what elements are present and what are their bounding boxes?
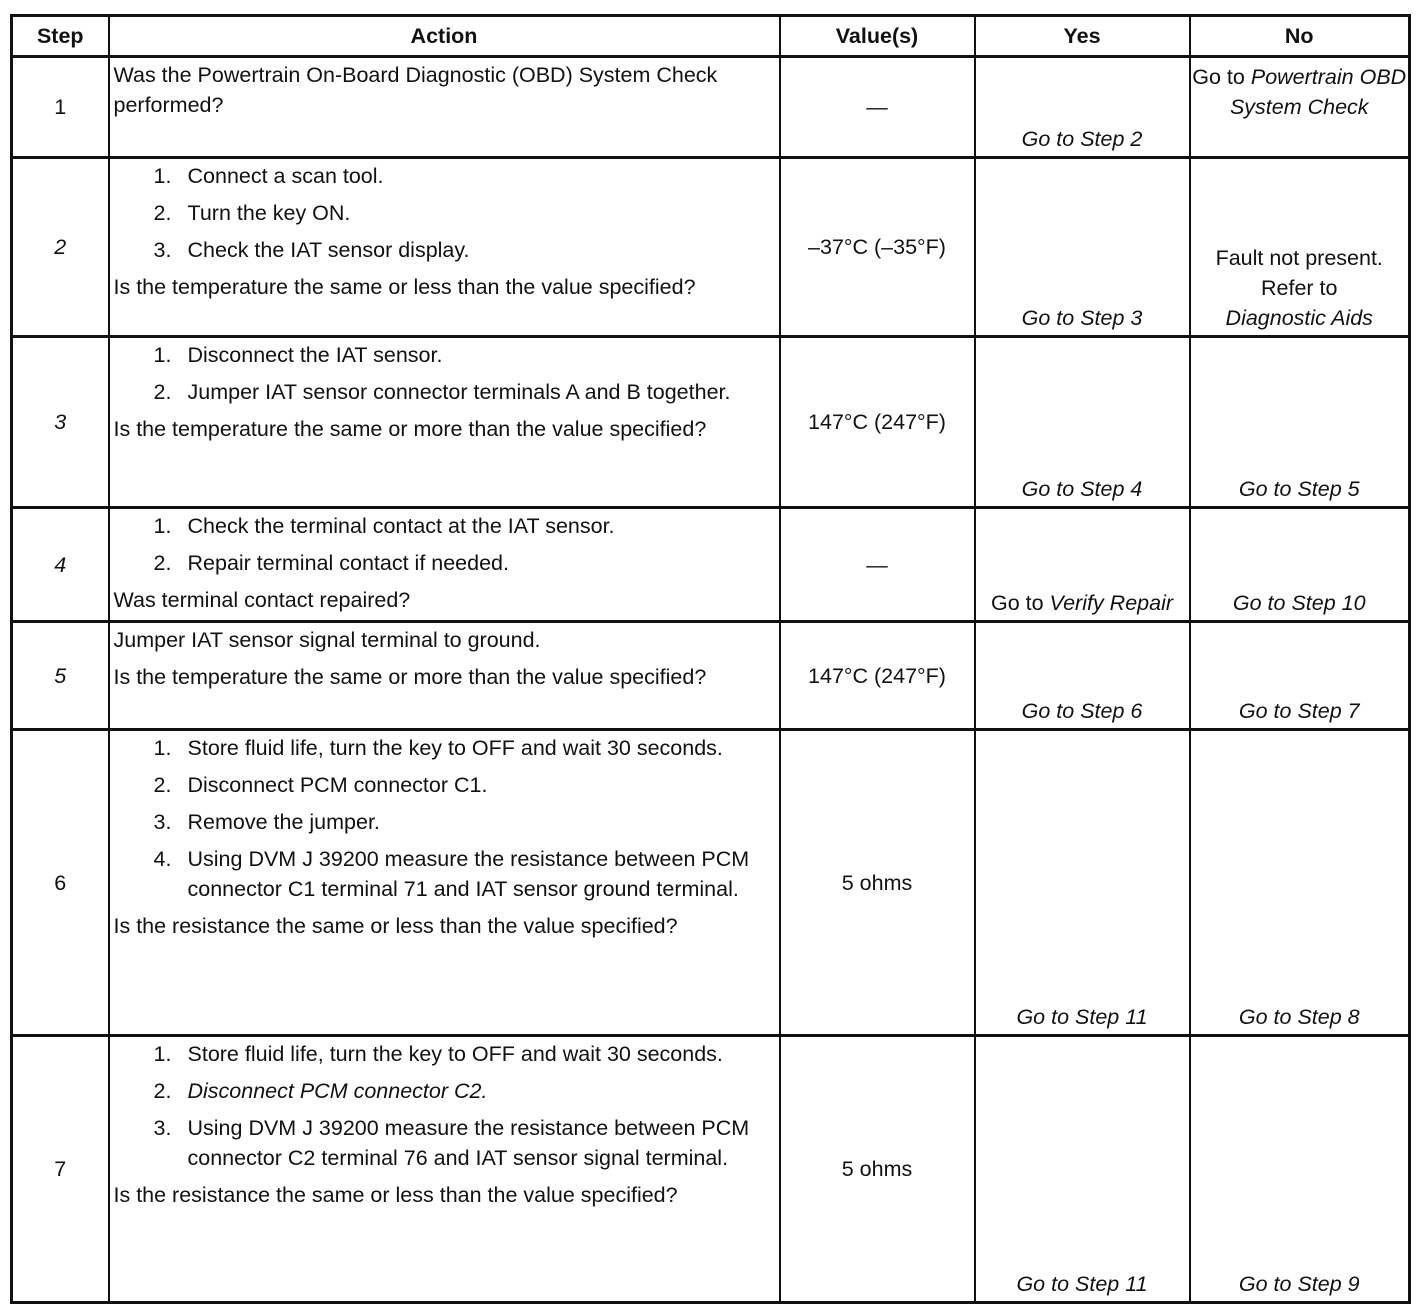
no-cell: Go to Step 7	[1190, 622, 1410, 730]
action-cell	[109, 622, 780, 730]
yes-cell: Go to Step 2	[975, 57, 1190, 158]
action-question: Is the temperature the same or less than the value specified?	[113, 275, 696, 299]
diagnostic-table	[10, 14, 1411, 1304]
yes-cell: Go to Step 6	[975, 622, 1190, 730]
list-item: 1. Store fluid life, turn the key to OFF and wait 30 seconds.	[153, 1042, 723, 1066]
no-cell: Go to Step 10	[1190, 508, 1410, 622]
value-cell: –37°C (–35°F)	[780, 158, 975, 337]
action-question: Was terminal contact repaired?	[113, 588, 411, 612]
no-cell: Go to Powertrain OBD System Check	[1190, 57, 1410, 158]
table-row-step-3	[12, 337, 1410, 508]
header-value: Value(s)	[780, 16, 975, 57]
value-cell: 147°C (247°F)	[780, 622, 975, 730]
table-row-step-7	[12, 1036, 1410, 1303]
yes-cell: Go to Step 11	[975, 1036, 1190, 1303]
list-item: 2. Disconnect PCM connector C1.	[153, 773, 488, 797]
table-row-step-6	[12, 730, 1410, 1036]
yes-cell: Go to Step 3	[975, 158, 1190, 337]
table-row-step-1	[12, 57, 1410, 158]
step-number: 4	[12, 508, 109, 622]
action-cell	[109, 730, 780, 1036]
step-number: 5	[12, 622, 109, 730]
no-link-text: Diagnostic Aids	[1225, 306, 1373, 330]
value-cell: —	[780, 508, 975, 622]
no-cell: Go to Step 8	[1190, 730, 1410, 1036]
yes-cell: Go to Step 4	[975, 337, 1190, 508]
no-cell: Go to Step 5	[1190, 337, 1410, 508]
action-question: Is the temperature the same or more than the value specified?	[113, 417, 707, 441]
action-question: Was the Powertrain On-Board Diagnostic (OBD) System Check performed?	[113, 63, 718, 117]
list-item: 1. Connect a scan tool.	[153, 164, 384, 188]
no-link-text: Powertrain OBD System Check	[1229, 65, 1407, 119]
step-number: 3	[12, 337, 109, 508]
action-cell	[109, 158, 780, 337]
step-number: 6	[12, 730, 109, 1036]
table-row-step-2	[12, 158, 1410, 337]
action-steps	[114, 161, 775, 265]
value-cell: —	[780, 57, 975, 158]
yes-cell: Go to Verify Repair	[975, 508, 1190, 622]
value-cell: 147°C (247°F)	[780, 337, 975, 508]
list-item: 2. Turn the key ON.	[153, 201, 351, 225]
action-intro: Jumper IAT sensor signal terminal to ground.	[113, 628, 541, 652]
list-item: 1. Disconnect the IAT sensor.	[153, 343, 443, 367]
header-step: Step	[12, 16, 109, 57]
list-item: 4. Using DVM J 39200 measure the resistance between PCM connector C1 terminal 71 and IAT sensor ground terminal.	[153, 847, 750, 901]
list-item: 3. Remove the jumper.	[153, 810, 380, 834]
list-item: 1. Store fluid life, turn the key to OFF and wait 30 seconds.	[153, 736, 723, 760]
no-cell: Fault not present. Refer to Diagnostic Aids	[1190, 158, 1410, 337]
list-item: 1. Check the terminal contact at the IAT sensor.	[153, 514, 615, 538]
action-cell	[109, 337, 780, 508]
action-steps	[114, 733, 775, 904]
action-cell	[109, 508, 780, 622]
header-no: No	[1190, 16, 1410, 57]
value-cell: 5 ohms	[780, 730, 975, 1036]
action-cell	[109, 1036, 780, 1303]
yes-cell: Go to Step 11	[975, 730, 1190, 1036]
header-action: Action	[109, 16, 780, 57]
header-row	[12, 16, 1410, 57]
action-steps	[114, 511, 775, 578]
list-item: 2. Disconnect PCM connector C2.	[153, 1079, 488, 1103]
list-item: 3. Check the IAT sensor display.	[153, 238, 470, 262]
list-item: 3. Using DVM J 39200 measure the resistance between PCM connector C2 terminal 76 and IAT sensor signal terminal.	[153, 1116, 750, 1170]
no-cell: Go to Step 9	[1190, 1036, 1410, 1303]
action-cell	[109, 57, 780, 158]
step-number: 7	[12, 1036, 109, 1303]
value-cell: 5 ohms	[780, 1036, 975, 1303]
list-item: 2. Jumper IAT sensor connector terminals A and B together.	[153, 380, 731, 404]
action-question: Is the resistance the same or less than the value specified?	[113, 914, 678, 938]
header-yes: Yes	[975, 16, 1190, 57]
list-item: 2. Repair terminal contact if needed.	[153, 551, 509, 575]
action-steps	[114, 340, 775, 407]
action-steps	[114, 1039, 775, 1173]
table-row-step-4	[12, 508, 1410, 622]
yes-link-text: Verify Repair	[1049, 591, 1174, 615]
step-number: 1	[12, 57, 109, 158]
action-question: Is the temperature the same or more than the value specified?	[113, 665, 707, 689]
step-number: 2	[12, 158, 109, 337]
action-question: Is the resistance the same or less than the value specified?	[113, 1183, 678, 1207]
table-row-step-5	[12, 622, 1410, 730]
